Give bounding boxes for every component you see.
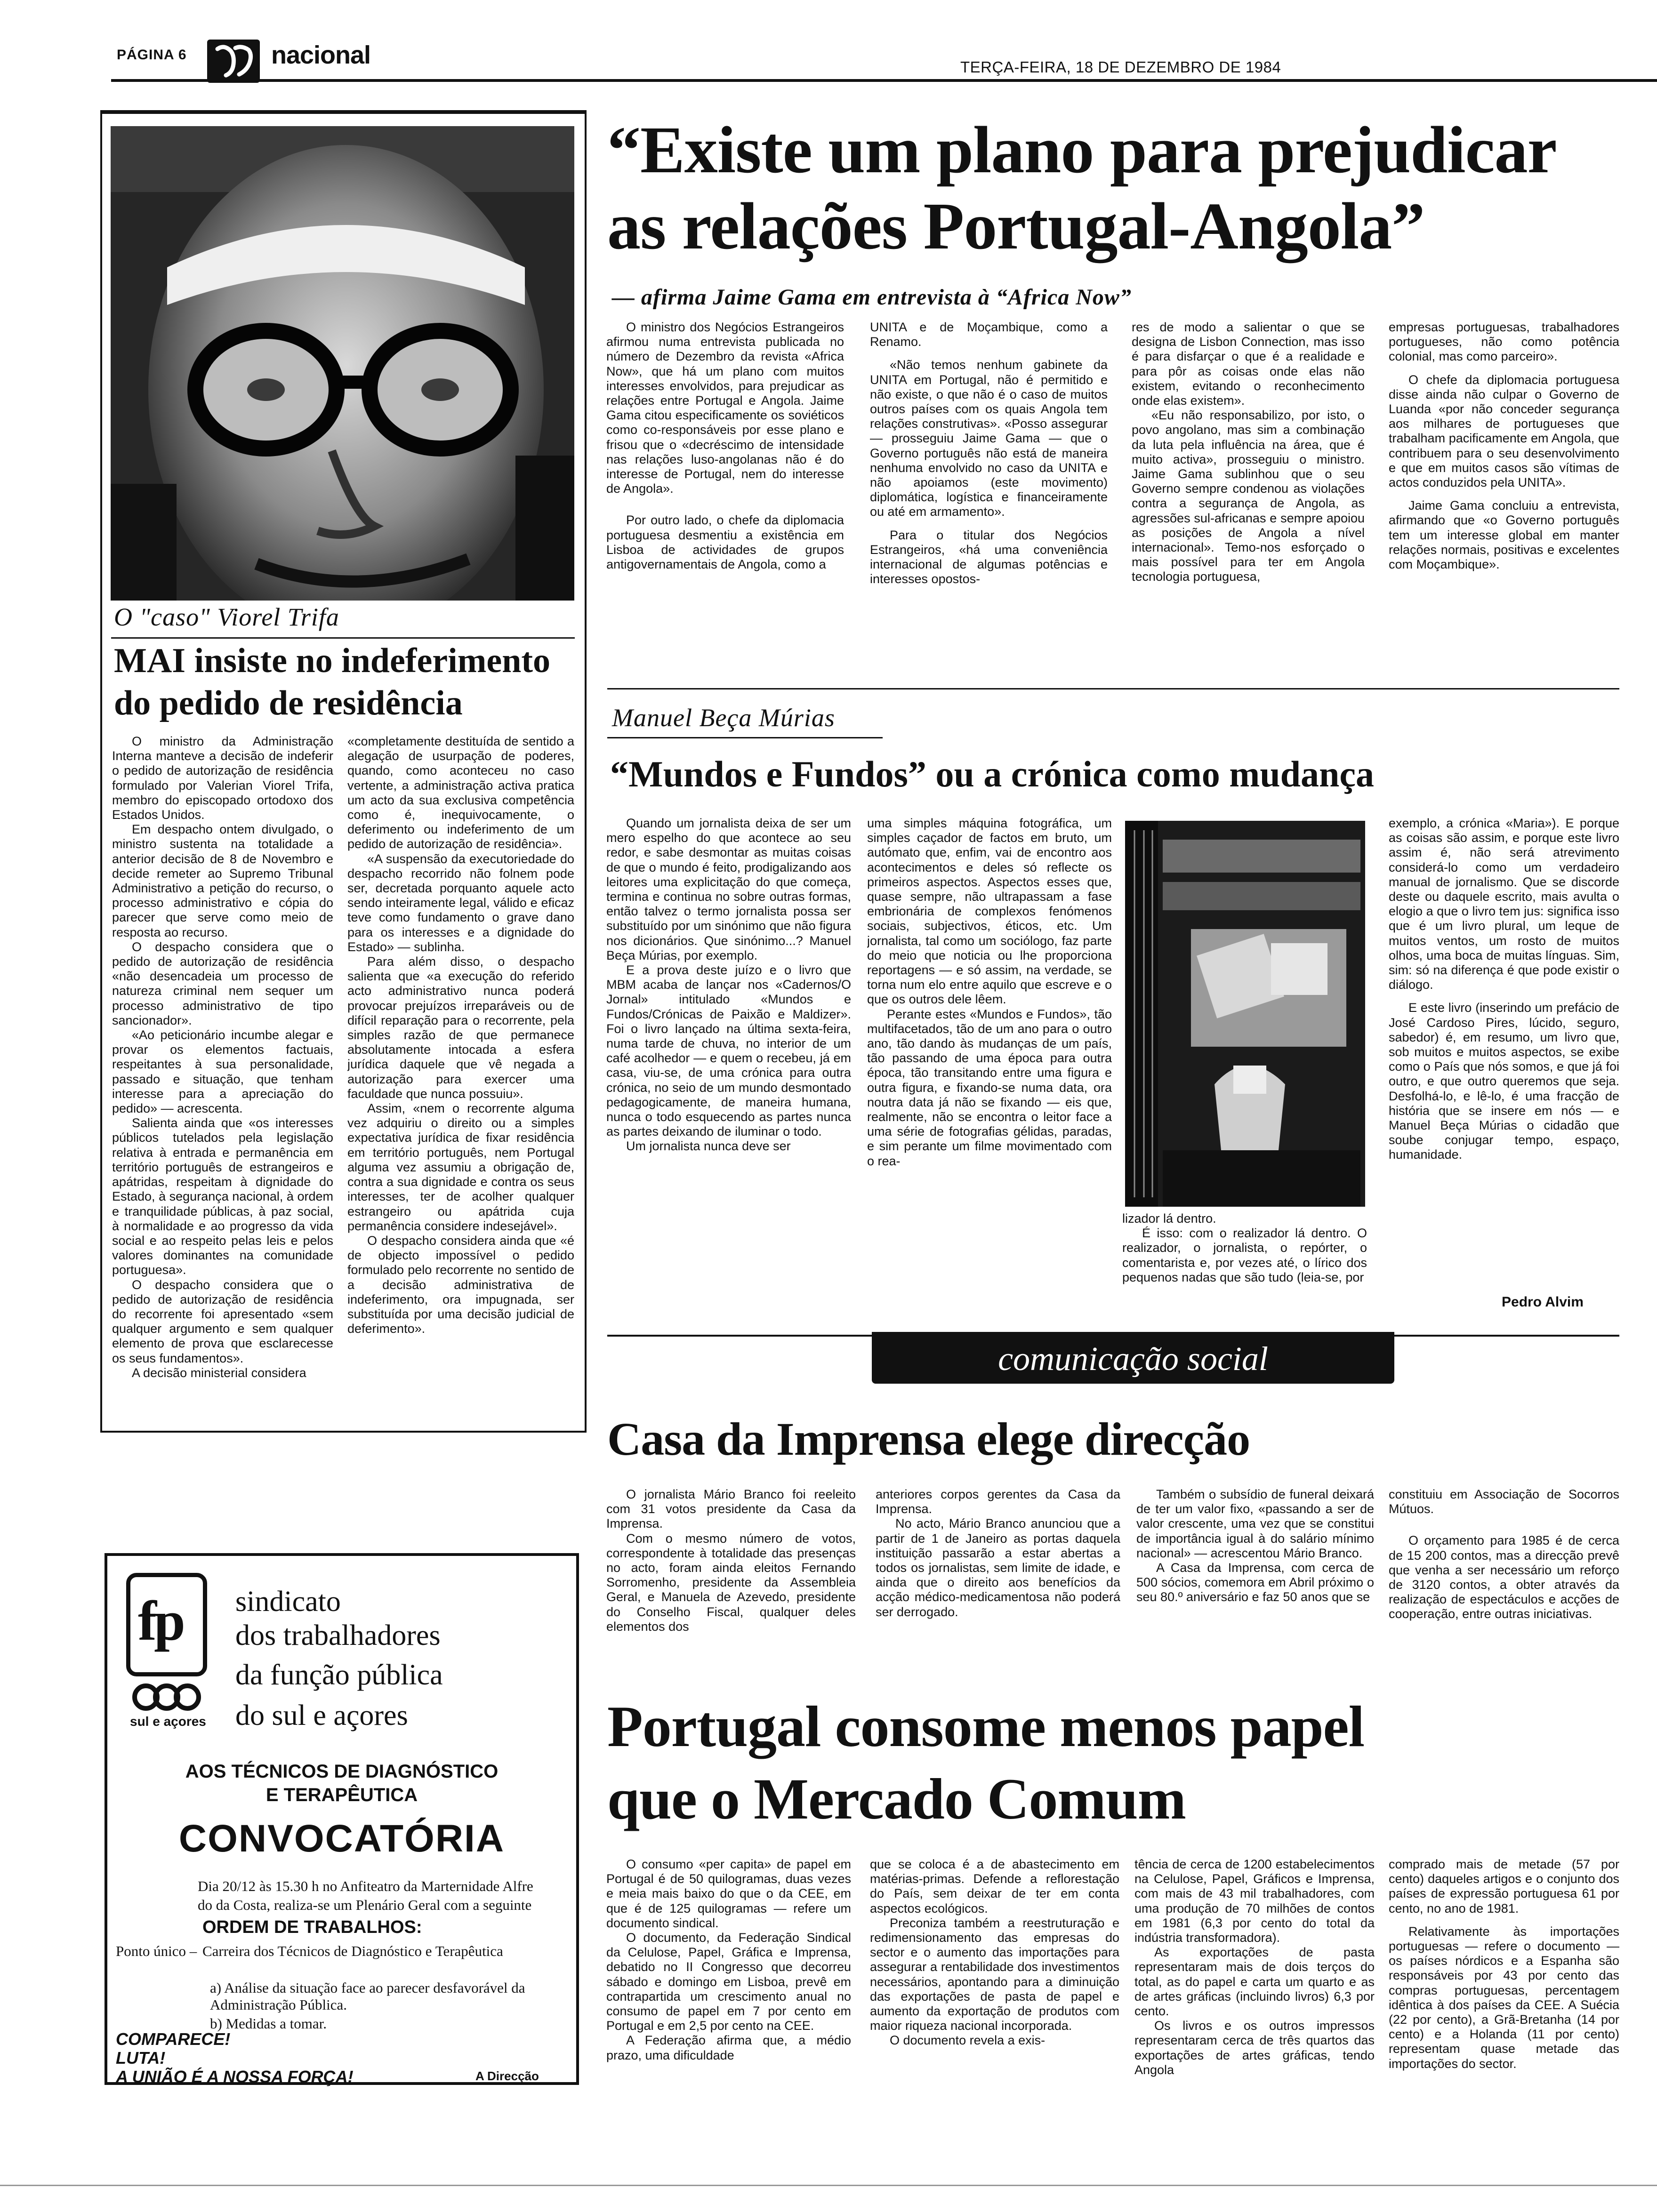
imprensa-column-1: [606, 1487, 856, 1685]
paragraph: Os livros e os outros impressos representaram cerca de três quartos das exportações de artes gráficas, tendo Angola: [1134, 2019, 1375, 2077]
trifa-kicker: O "caso" Viorel Trifa: [114, 603, 339, 631]
imprensa-column-2: [876, 1487, 1120, 1685]
paragraph: O chefe da diplomacia portuguesa disse ainda não culpar o Governo de Luanda «por não conceder segurança aos milhares de portugueses que trabalham pacificamente em Angola, que contribuem para o seu desenvolvimento e que em muitos casos são vítimas de actos conduzidos pela UNITA».: [1389, 372, 1619, 490]
agenda-subitem-a: a) Análise da situação face ao parecer desfavorável da Administração Pública.: [210, 1980, 525, 2013]
paragraph: constituiu em Associação de Socorros Mútuos.: [1389, 1487, 1619, 1516]
gama-column-4: [1389, 320, 1619, 687]
papel-column-2: [870, 1857, 1119, 2102]
trifa-frame-top: [100, 110, 587, 114]
paragraph: Relativamente às importações portuguesas — refere o documento — os países nórdicos e a Espanha são responsáveis por 43 por cento das compras portuguesas, percentagem idêntica à dos países da CEE. A Suécia (22 por cento), a Grã-Bretanha (14 por cento) e a Holanda (11 por cento) representam quase metade das importações do sector.: [1389, 1924, 1619, 2071]
paragraph: A Federação afirma que, a médio prazo, uma dificuldade: [606, 2033, 851, 2062]
photo-caption: lizador lá dentro.: [1122, 1211, 1216, 1226]
fp-logo-icon: [126, 1573, 207, 1676]
trifa-headline-line2: do pedido de residência: [114, 684, 463, 722]
paragraph: E a prova deste juízo e o livro que MBM acaba de lançar nos «Cadernos/O Jornal» intitulado «Mundos e Fundos/Crónicas de Paixão e Maldizer». Foi o livro lançado na última sexta-feira, numa tarde de chuva, no interior de um café acolhedor — e quem o recebeu, já em casa, viu-se, de uma crónica para outra crónica, no seio de um mundo desmontado pedagogicamente, de maneira humana, nunca o todo esquecendo as partes nunca as partes deixando de iluminar o todo.: [606, 963, 851, 1139]
paragraph: Salienta ainda que «os interesses públicos tutelados pela legislação relativa à entrada e permanência em território português de estrangeiros e apátridas, respeitam à dignidade do Estado, à segurança nacional, à ordem e tranquilidade públicas, à paz social, à normalidade e ao progresso da vida social e ao respeito pelas leis e pelos valores dominantes na comunidade portuguesa».: [112, 1116, 333, 1277]
page-bottom-rule: [0, 2185, 1657, 2186]
paragraph: O despacho considera ainda que «é de objecto impossível o pedido formulado pelo recorrente no sentido de a decisão administrativa de indeferimento, ora impugnada, ser substituída por uma decisão judicial de deferimento».: [347, 1233, 574, 1336]
agenda-subitem-b: b) Medidas a tomar.: [210, 2015, 327, 2032]
ad-audience-line1: AOS TÉCNICOS DE DIAGNÓSTICO: [185, 1761, 499, 1782]
paragraph: Quando um jornalista deixa de ser um mero espelho do que acontece ao seu redor, e sabe desmontar as muitas coisas de que o mundo é feito, prodigalizando aos leitores uma explicitação do que começa, termina e continua no sobre outras formas, então talvez o termo jornalista possa ser substituído por um sinónimo que não figura nos dicionários. Que sinónimo...? Manuel Beça Múrias, por exemplo.: [606, 816, 851, 962]
murias-headline: “Mundos e Fundos” ou a crónica como mudança: [610, 753, 1374, 794]
slogan-line1: COMPARECE!: [116, 2029, 231, 2049]
paragraph: «Ao peticionário incumbe alegar e provar os elementos factuais, respeitantes à sua personalidade, passado e situação, que tenham interesse para a apreciação do pedido» — acrescenta.: [112, 1028, 333, 1116]
paragraph: Um jornalista nunca deve ser: [626, 1139, 791, 1154]
paragraph: Em despacho ontem divulgado, o ministro sustenta na totalidade a anterior decisão de 8 de Novembro e decide remeter ao Supremo Tribunal Administrativo a petição do recurso, o processo administrativo e cópia do parecer que serve como meio de resposta ao recurso.: [112, 822, 333, 939]
murias-kicker-rule: [607, 737, 883, 738]
org-name-line3: da função pública: [235, 1659, 443, 1691]
paragraph: uma simples máquina fotográfica, um simples caçador de factos em bruto, um autómato que, enfim, vai de encontro aos acontecimentos e deles só reflecte os primeiros aspectos. Aspectos esses que, quase sempre, não ultrapassam a fase embrionária de complexos fenómenos sociais, subjectivos, éticos, etc. Um jornalista, tal como um sociólogo, faz parte do meio que noticia ou lhe proporciona reportagens — e só assim, na verdade, se torna num elo entre aquilo que escreve e o que os outros dele lêem.: [867, 816, 1112, 1007]
paragraph: Por outro lado, o chefe da diplomacia portuguesa desmentiu a existência em Lisboa de actividades de grupos antigovernamentais de Angola, como a: [606, 513, 844, 572]
paragraph: res de modo a salientar o que se designa de Lisbon Connection, mas isso é para disfarçar o que é a realidade e para pôr as coisas onde elas não existem, evitando o reconhecimento onde elas existem».: [1132, 320, 1365, 408]
paragraph: exemplo, a crónica «Maria»). E porque as coisas são assim, e porque este livro assim é, não será atrevimento considerá-lo como um verdadeiro manual de jornalismo. Que se discorde deste ou daquele escrito, mais avulta o elogio a que o livro tem jus: significa isso que é um livro plural, um leque de muitos ventos, um rosto de muitos olhos, uma boca de muitas línguas. Sim, sim: só na diferença é que pode existir o diálogo.: [1389, 816, 1619, 992]
murias-column-2: [867, 816, 1112, 1320]
paragraph: O jornalista Mário Branco foi reeleito com 31 votos presidente da Casa da Imprensa.: [606, 1487, 856, 1531]
paragraph: O consumo «per capita» de papel em Portugal é de 50 quilogramas, duas vezes e meia mais baixo do que o da CEE, em que é de 125 quilogramas — refere um documento sindical.: [606, 1857, 851, 1930]
paragraph: Com o mesmo número de votos, correspondente à totalidade das presenças no acto, foram ainda eleitos Fernando Sorromenho, presidente da Assembleia Geral, e Manuela de Azevedo, presidente do Conselho Fiscal, qualquer deles elementos dos: [606, 1531, 856, 1634]
papel-column-4: [1389, 1857, 1619, 2102]
trifa-column-2: [347, 734, 574, 1424]
paragraph: «completamente destituída de sentido a alegação de usurpação de poderes, quando, como aconteceu no caso vertente, a administração activa pratica um acto da sua exclusiva competência como é, inequivocamente, o deferimento ou indeferimento de um pedido de autorização de residência».: [347, 734, 574, 851]
paragraph: Para o titular dos Negócios Estrangeiros, «há uma conveniência internacional de algumas potências e interesses opostos-: [870, 528, 1108, 586]
papel-headline-line2: que o Mercado Comum: [607, 1767, 1186, 1831]
interlocked-rings-icon: [126, 1683, 207, 1712]
paragraph: «Não temos nenhum gabinete da UNITA em Portugal, não é permitido e não existe, o que não é o caso de muitos outros países com os quais Angola tem relações construtivas». «Posso assegurar — prosseguiu Jaime Gama — que o Governo português não está de maneira nenhuma envolvido no caso da UNITA e não apoiamos (este movimento) diplomática, logística e financeiramente ou até em armamento».: [870, 358, 1108, 519]
gama-headline-line2: as relações Portugal-Angola”: [607, 189, 1425, 263]
paragraph: anteriores corpos gerentes da Casa da Imprensa.: [876, 1487, 1120, 1516]
comunicacao-banner: [872, 1332, 1394, 1384]
org-name-line1: sindicato: [235, 1586, 341, 1618]
ad-audience-line2: E TERAPÊUTICA: [265, 1785, 418, 1805]
paragraph: Assim, «nem o recorrente alguma vez adquiriu o direito ou a simples expectativa jurídica de fixar residência em território português, nem Portugal alguma vez assumiu a obrigação de, contra a sua dignidade e contra os seus interesses, ter de acolher qualquer estrangeiro ou apátrida cuja permanência considere indesejável».: [347, 1101, 574, 1233]
paragraph: «Eu não responsabilizo, por isto, o povo angolano, mas sim a combinação da luta pela influência na área, que é muito activa», prosseguiu o ministro. Jaime Gama sublinhou que o seu Governo sempre condenou as violações contra a segurança de Angola, as agressões sul-africanas e sempre apoiou as posições de Angola a nível internacional». Temo-nos esforçado o mais possível para ter em Angola tecnologia portuguesa,: [1132, 408, 1365, 584]
paragraph: UNITA e de Moçambique, como a Renamo.: [870, 320, 1108, 349]
page-date: TERÇA-FEIRA, 18 DE DEZEMBRO DE 1984: [960, 58, 1281, 76]
logo-caption: sul e açores: [130, 1714, 206, 1729]
paragraph: Jaime Gama concluiu a entrevista, afirmando que «o Governo português tem um interesse global em manter relações normais, positivas e excelentes com Moçambique».: [1389, 498, 1619, 572]
paragraph: O ministro da Administração Interna manteve a decisão de indeferir o pedido de autorização de residência formulado por Valerian Viorel Trifa, membro do episcopado ortodoxo dos Estados Unidos.: [112, 734, 333, 822]
gama-column-1: [606, 320, 844, 687]
imprensa-column-4: [1389, 1487, 1619, 1685]
paragraph: O documento revela a exis-: [890, 2033, 1046, 2048]
trifa-kicker-rule: [111, 637, 575, 639]
paragraph: A Casa da Imprensa, com cerca de 500 sócios, comemora em Abril próximo o seu 80.º aniversário e faz 50 anos que se: [1136, 1561, 1374, 1604]
paragraph: Também o subsídio de funeral deixará de ter um valor fixo, «passando a ser de valor crescente, uma vez que se constitui de importância igual à do salário mínimo nacional» — acrescentou Mário Branco.: [1136, 1487, 1374, 1560]
org-name-line2: dos trabalhadores: [235, 1619, 441, 1651]
trifa-frame-right: [585, 110, 587, 1433]
paragraph: O ministro dos Negócios Estrangeiros afirmou numa entrevista publicada no número de Dezembro da revista «Africa Now», que há um plano com muitos interesses envolvidos, para prejudicar as relações entre Portugal e Angola. Jaime Gama citou especificamente os soviéticos como co-responsáveis por esse plano e frisou que o «decréscimo de intensidade nas relações luso-angolanas não é do interesse de Portugal, nem do interesse de Angola».: [606, 320, 844, 496]
paragraph: Perante estes «Mundos e Fundos», tão multifacetados, tão de um ano para o outro ano, tão dando às mudanças de um país, tão passando de uma época para outra época, tão transitando entre uma figura e outra figura, e fixando-se numa data, ora noutra data já não se fixando — eis que, realmente, não se encontra o leitor face a uma série de fotografias gélidas, paradas, e sim perante um filme movimentado com o rea-: [867, 1007, 1112, 1168]
fp-logo-letters: fp: [138, 1589, 183, 1652]
trifa-column-1: [112, 734, 333, 1424]
agenda-item: Carreira dos Técnicos de Diagnóstico e Terapêutica: [202, 1943, 503, 1959]
section-title: nacional: [271, 41, 371, 69]
ad-intro-line2: do da Costa, realiza-se um Plenário Geral com a seguinte: [198, 1897, 532, 1913]
gama-column-3: [1132, 320, 1365, 687]
paragraph: Para além disso, o despacho salienta que «a execução do referido acto administrativo nunca poderá provocar prejuízos irreparáveis ou de difícil reparação para o recorrente, pela simples razão de que permanece absolutamente intocada a esfera jurídica daquele que vê negada a autorização para exercer uma faculdade que nunca possuiu».: [347, 954, 574, 1101]
org-name-line4: do sul e açores: [235, 1699, 408, 1731]
agenda-label: Ponto único –: [116, 1943, 197, 1959]
ad-intro-line1: Dia 20/12 às 15.30 h no Anfiteatro da Marternidade Alfre: [198, 1878, 533, 1894]
banner-label: comunicação social: [998, 1340, 1268, 1378]
paragraph: empresas portuguesas, trabalhadores portugueses, não como potência colonial, mas como parceiro».: [1389, 320, 1619, 364]
ad-title: CONVOCATÓRIA: [178, 1817, 505, 1860]
paragraph: Preconiza também a reestruturação e redimensionamento das empresas do sector e o aumento das importações para assegurar a rentabilidade dos investimentos necessários, apontando para a diminuição das exportações de pasta de papel e aumento da exportação de produtos com maior riqueza nacional incorporada.: [870, 1915, 1119, 2033]
ad-signature: A Direcção: [475, 2069, 539, 2083]
paragraph: O despacho considera que o pedido de autorização de residência do recorrente foi apresentado «sem qualquer argumento e sem qualquer elemento de prova que esclarecesse os seus fundamentos».: [112, 1277, 333, 1365]
book-cover-photo: [1125, 821, 1365, 1207]
paragraph: O despacho considera que o pedido de autorização de residência «não desencadeia um processo de natureza criminal nem sequer um processo administrativo de tipo sancionador».: [112, 939, 333, 1027]
slogan-line2: LUTA!: [116, 2048, 166, 2068]
page-number: PÁGINA 6: [117, 47, 187, 63]
murias-kicker: Manuel Beça Múrias: [612, 704, 835, 732]
newspaper-logo-icon: [207, 40, 260, 83]
murias-column-1: [606, 816, 851, 1320]
gama-column-2: [870, 320, 1108, 687]
paragraph: E este livro (inserindo um prefácio de José Cardoso Pires, lúcido, seguro, sabedor) é, em resumo, um livro que, sob muitos e muitos aspectos, se exibe como o País que nós somos, e que já foi outro, e que outro queremos que seja. Desfolhá-lo, e lê-lo, é uma fracção de história que se insere em nós — e Manuel Beça Múrias o cidadão que soube conjugar tempo, espaço, humanidade.: [1389, 1001, 1619, 1162]
paragraph: comprado mais de metade (57 por cento) daqueles artigos e o conjunto dos países de expressão portuguesa 61 por cento, no ano de 1981.: [1389, 1857, 1619, 1915]
paragraph: As exportações de pasta representaram mais de dois terços do total, as do papel e carta um quarto e as de artes gráficas (incluindo livros) 6,3 por cento.: [1134, 1945, 1375, 2019]
murias-column-4: [1389, 816, 1619, 1287]
murias-byline: Pedro Alvim: [1502, 1294, 1584, 1310]
papel-headline-line1: Portugal consome menos papel: [607, 1694, 1365, 1759]
gama-headline-line1: “Existe um plano para prejudicar: [607, 112, 1557, 187]
imprensa-column-3: [1136, 1487, 1374, 1685]
paragraph: O orçamento para 1985 é de cerca de 15 200 contos, mas a direcção prevê que venha a ser necessário um reforço de 3120 contos, a obter através da realização de espectáculos e acções de cooperação, entre outras iniciativas.: [1389, 1533, 1619, 1621]
paragraph: tência de cerca de 1200 estabelecimentos na Celulose, Papel, Gráficos e Imprensa, com mais de 43 mil trabalhadores, com uma produção de 70 milhões de contos em 1981 (6,3 por cento do total da indústria transformadora).: [1134, 1857, 1375, 1945]
trifa-frame-left: [100, 110, 102, 1433]
paragraph: É isso: com o realizador lá dentro. O realizador, o jornalista, o repórter, o comentarista e, por vezes até, o lírico dos pequenos nadas que são tudo (leia-se, por: [1122, 1226, 1367, 1284]
gama-subhead: — afirma Jaime Gama em entrevista à “Africa Now”: [612, 285, 1132, 310]
gama-bottom-rule: [607, 688, 1619, 689]
header-rule: [111, 79, 1657, 82]
paragraph: «A suspensão da executoriedade do despacho recorrido não folnem pode ser, decretada porquanto aquele acto sendo inteiramente legal, válido e eficaz teve como fundamento o grave dano para os interesses e a dignidade do Estado» — sublinha.: [347, 851, 574, 954]
papel-column-3: [1134, 1857, 1375, 2102]
trifa-frame-bottom: [100, 1431, 587, 1433]
slogan-line3: A UNIÃO É A NOSSA FORÇA!: [116, 2067, 354, 2086]
trifa-portrait-photo: [111, 126, 574, 601]
trifa-headline-line1: MAI insiste no indeferimento: [114, 641, 550, 680]
paragraph: No acto, Mário Branco anunciou que a partir de 1 de Janeiro as portas daquela instituição passarão a estar abertas a todos os jornalistas, sem limite de idade, e ainda que o direito aos benefícios da acção médico-medicamentosa não poderá ser derrogado.: [876, 1516, 1120, 1619]
murias-column-3: [1122, 1211, 1367, 1324]
agenda-title: ORDEM DE TRABALHOS:: [202, 1917, 422, 1937]
paragraph: A decisão ministerial considera: [132, 1365, 306, 1380]
paragraph: que se coloca é a de abastecimento em matérias-primas. Defende a reflorestação do País, sem deixar de ter em conta aspectos ecológicos.: [870, 1857, 1119, 1915]
imprensa-headline: Casa da Imprensa elege direcção: [607, 1413, 1250, 1465]
papel-column-1: [606, 1857, 851, 2102]
paragraph: O documento, da Federação Sindical da Celulose, Papel, Gráfica e Imprensa, debatido no II Congresso que decorreu sábado e domingo em Lisboa, prevê em contrapartida um crescimento anual no consumo de papel em 7 por cento em Portugal e em 2,5 por cento na CEE.: [606, 1931, 851, 2033]
